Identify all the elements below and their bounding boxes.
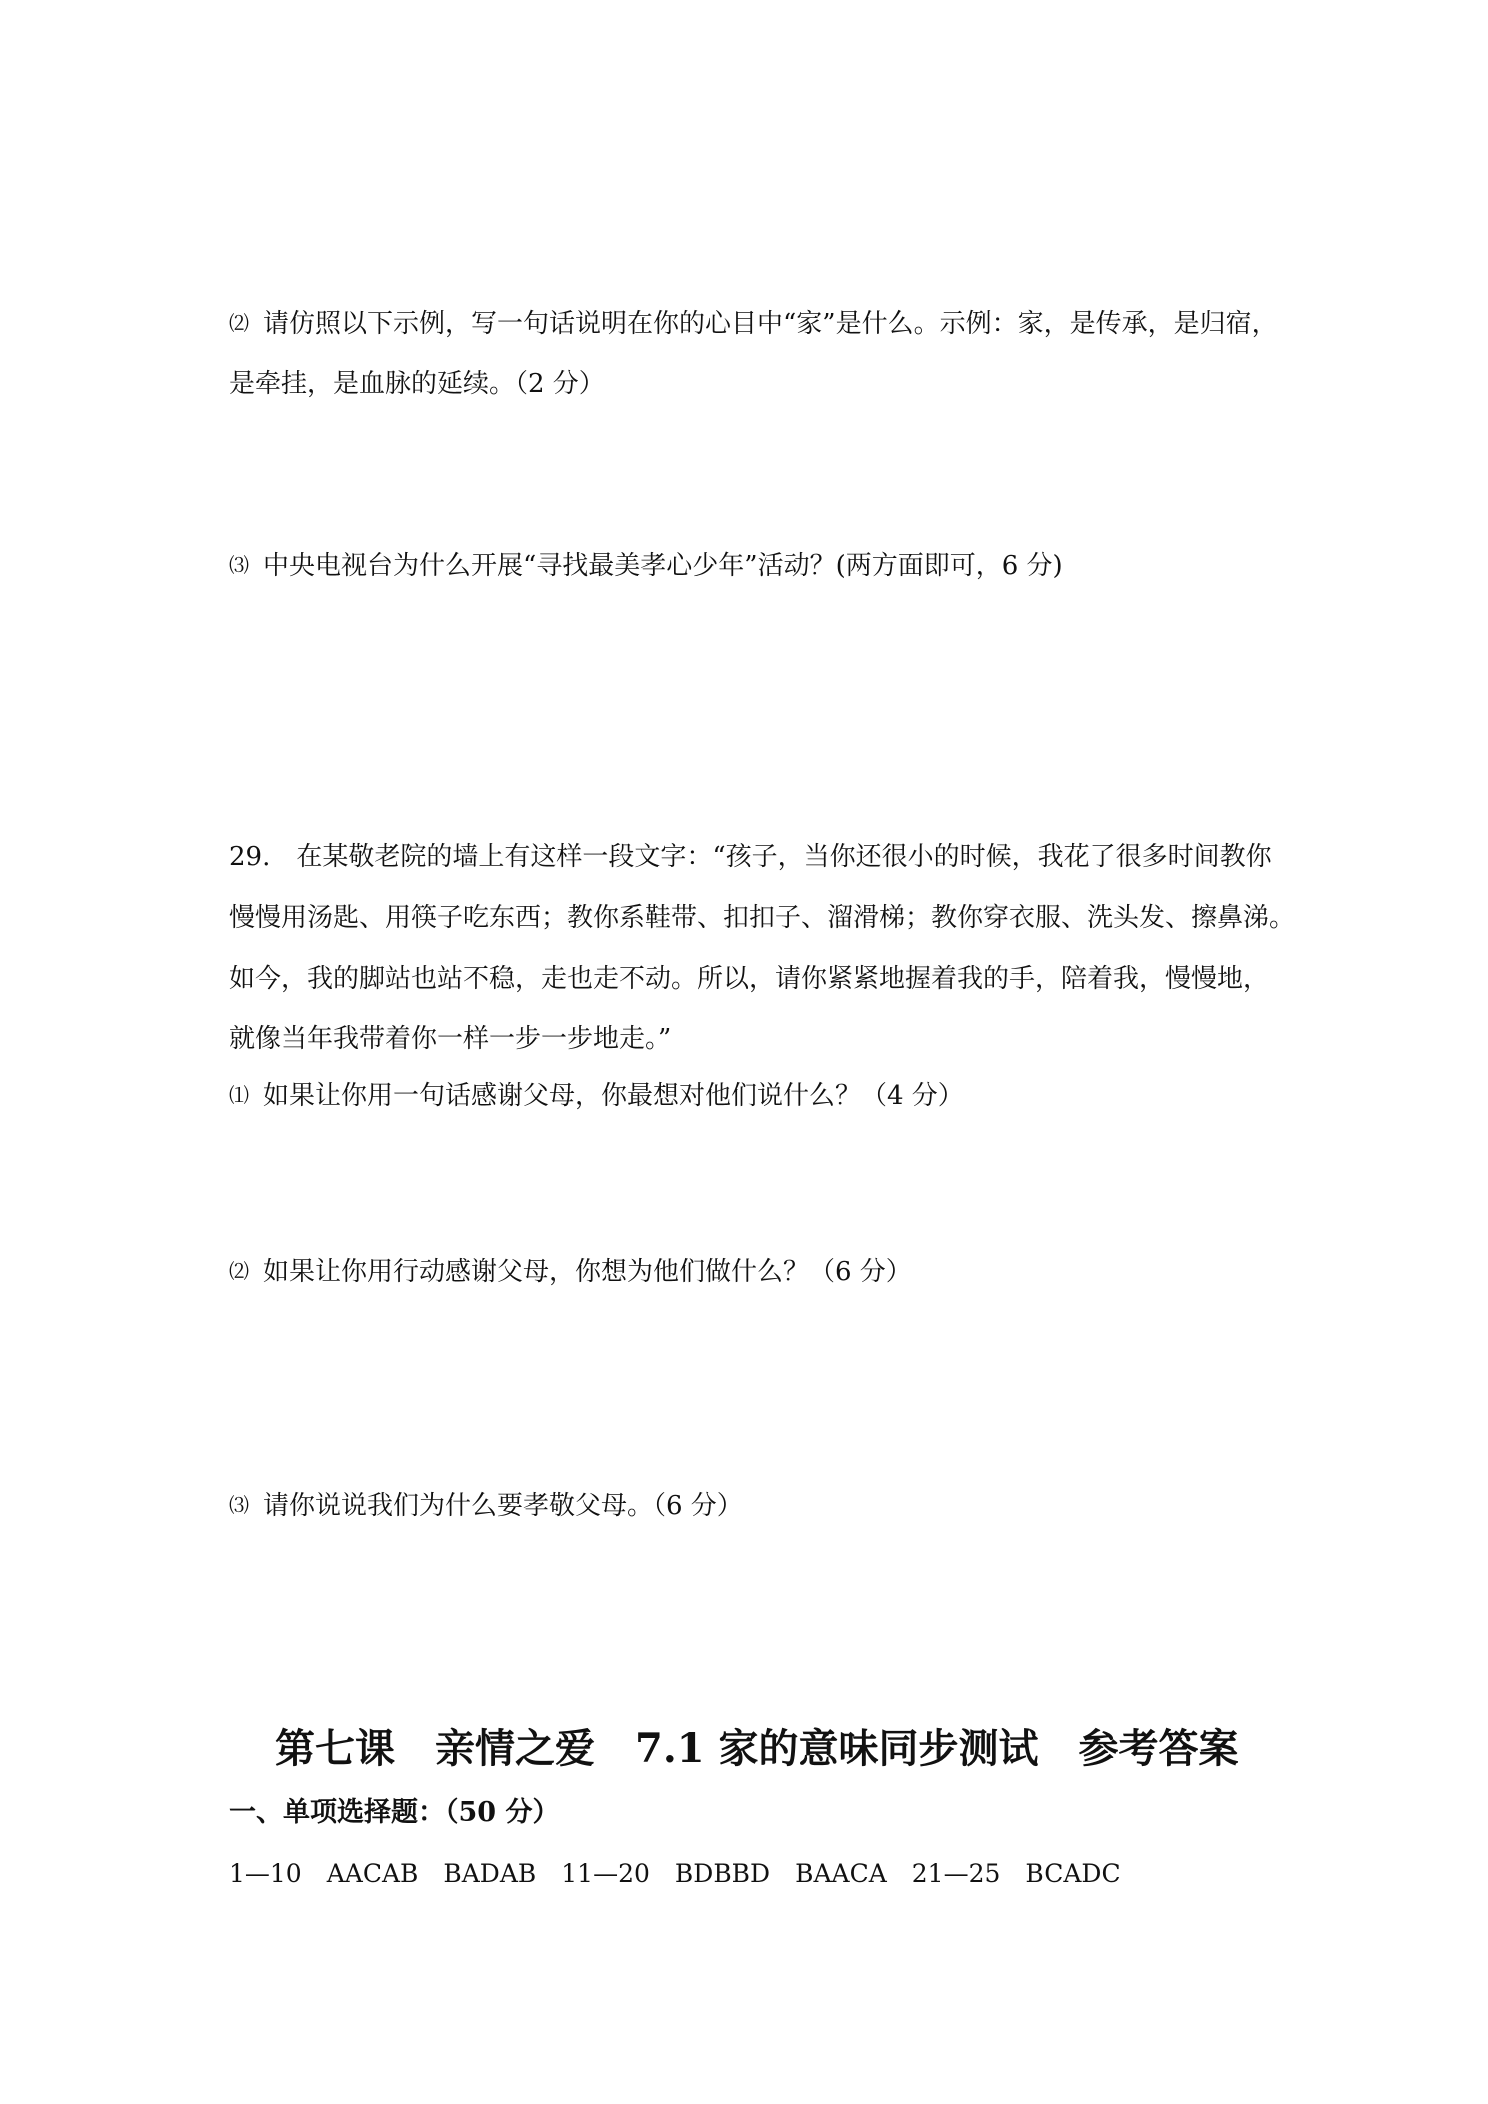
section-1-heading: 一、单项选择题：（50 分）: [229, 1797, 560, 1828]
q29-sub1-text: 如果让你用一句话感谢父母，你最想对他们说什么？（4 分）: [263, 1081, 964, 1111]
q29-sub3-marker: ⑶: [229, 1493, 249, 1517]
q29-stem-line: 慢慢用汤匙、用筷子吃东西；教你系鞋带、扣扣子、溜滑梯；教你穿衣服、洗头发、擦鼻涕。: [229, 903, 1296, 933]
q28-sub3-text: 中央电视台为什么开展“寻找最美孝心少年”活动？(两方面即可，6 分): [263, 551, 1063, 581]
q29-stem-line: 就像当年我带着你一样一步一步地走。”: [229, 1024, 672, 1054]
answer-key-title: 第七课 亲情之爱 7.1 家的意味同步测试 参考答案: [275, 1725, 1239, 1772]
q29-stem-line: 如今，我的脚站也站不稳，走也走不动。所以，请你紧紧地握着我的手，陪着我，慢慢地，: [229, 964, 1270, 994]
q28-sub2-text: 请仿照以下示例，写一句话说明在你的心目中“家”是什么。示例：家，是传承，是归宿，: [263, 309, 1278, 339]
q28-sub3-marker: ⑶: [229, 553, 249, 577]
q28-sub2-line1: [229, 307, 1278, 342]
q29-sub3-text: 请你说说我们为什么要孝敬父母。（6 分）: [263, 1491, 743, 1521]
q29-sub2-text: 如果让你用行动感谢父母，你想为他们做什么？（6 分）: [263, 1257, 912, 1287]
q29-sub2: [229, 1255, 912, 1290]
answers-line: 1—10 AACAB BADAB 11—20 BDBBD BAACA 21—25 BCADC: [229, 1859, 1121, 1888]
q29-stem-line: 29. 在某敬老院的墙上有这样一段文字：“孩子，当你还很小的时候，我花了很多时间教你: [229, 842, 1272, 872]
q29-sub1-marker: ⑴: [229, 1083, 249, 1107]
q29-sub2-marker: ⑵: [229, 1259, 249, 1283]
q28-sub3: [229, 549, 1063, 584]
q29-sub3: [229, 1489, 743, 1524]
q28-sub2-marker: ⑵: [229, 311, 249, 335]
q28-sub2-line2: 是牵挂，是血脉的延续。（2 分）: [229, 369, 605, 399]
q29-sub1: [229, 1079, 964, 1114]
